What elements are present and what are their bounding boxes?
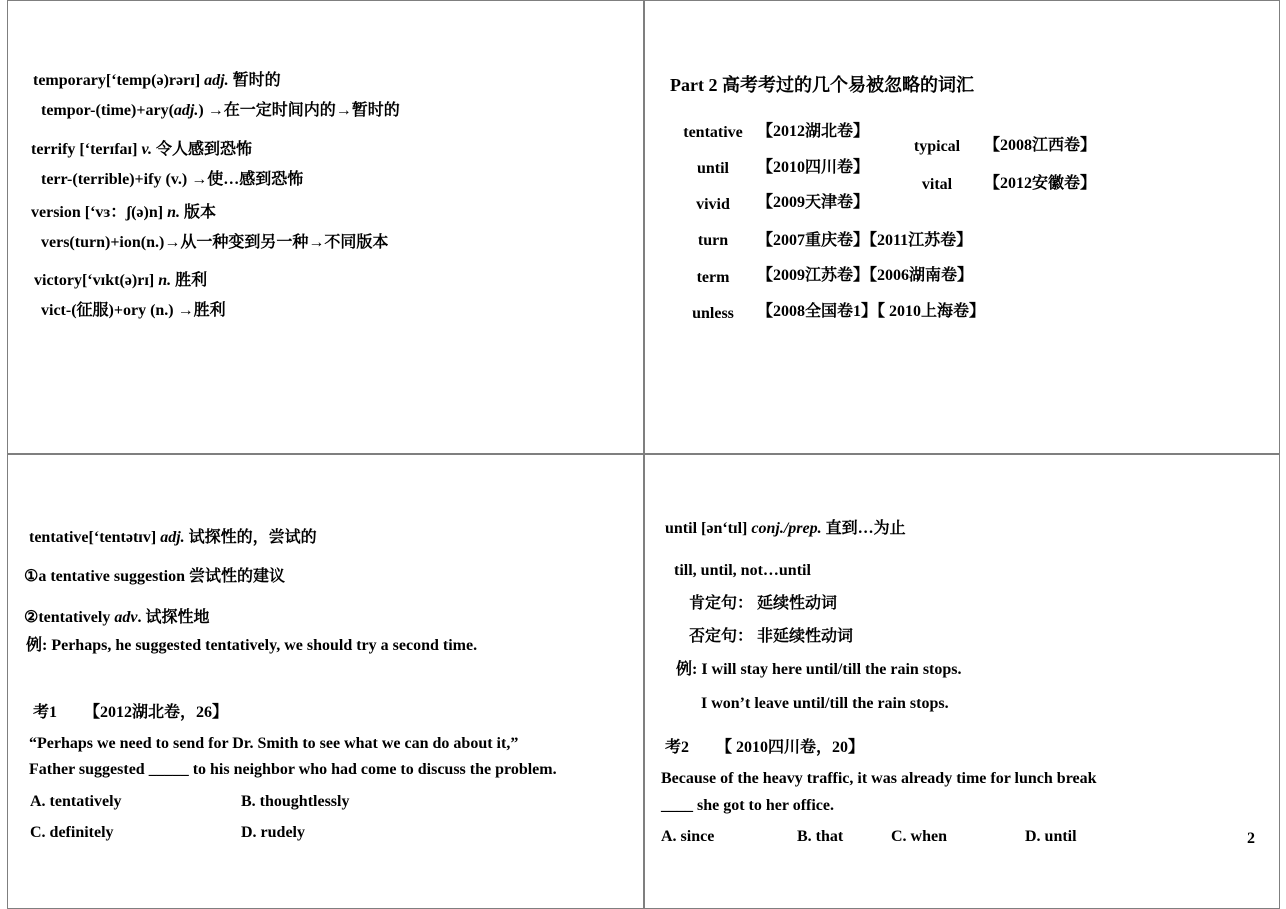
ref-unless: 【2008全国卷1】【 2010上海卷】 xyxy=(757,303,986,320)
word-vivid: vivid xyxy=(696,196,730,213)
ref-turn: 【2007重庆卷】【2011江苏卷】 xyxy=(757,232,973,249)
option-c: C. definitely xyxy=(30,824,114,841)
example-sentence: 例: Perhaps, he suggested tentatively, we should try a second time. xyxy=(26,637,478,654)
question-text-line2: Father suggested _____ to his neighbor who had come to discuss the problem. xyxy=(29,761,557,778)
word-until: until xyxy=(696,160,729,177)
collocation-item: ①a tentative suggestion 尝试性的建议 xyxy=(24,568,286,585)
option-d: D. until xyxy=(1025,828,1077,845)
entry-version: version [‘vɜ：ʃ(ə)n] n. 版本 xyxy=(31,204,217,221)
word-turn: turn xyxy=(697,232,729,249)
part-of-speech: adj. xyxy=(204,72,229,89)
word-unless: unless xyxy=(692,305,734,322)
entry-until: until [ən‘tɪl] conj./prep. 直到…为止 xyxy=(665,520,906,537)
affirmative-rule: 肯定句： 延续性动词 xyxy=(689,595,838,612)
option-c: C. when xyxy=(891,828,948,845)
question-source: 【 2010四川卷，20】 xyxy=(716,739,865,756)
entry-victory: victory[‘vɪkt(ə)rɪ] n. 胜利 xyxy=(34,272,208,289)
ref-term: 【2009江苏卷】【2006湖南卷】 xyxy=(757,267,974,284)
question-label: 考1 xyxy=(33,704,58,721)
question-label: 考2 xyxy=(665,739,690,756)
example-sentence-2: I won’t leave until/till the rain stops. xyxy=(701,695,949,712)
entry-temporary xyxy=(33,71,281,91)
headword: temporary[‘temp(ə)rərɪ] xyxy=(33,72,205,89)
option-b: B. thoughtlessly xyxy=(241,793,350,810)
ref-tentative: 【2012湖北卷】 xyxy=(757,123,870,140)
option-a: A. since xyxy=(661,828,715,845)
ref-until: 【2010四川卷】 xyxy=(757,159,870,176)
question-text-line2: ____ she got to her office. xyxy=(661,797,834,814)
etymology-version: vers(turn)+ion(n.)→从一种变到另一种→不同版本 xyxy=(41,234,389,251)
word-typical: typical xyxy=(913,138,961,155)
question-text-line1: “Perhaps we need to send for Dr. Smith to see what we can do about it,” xyxy=(29,735,519,752)
meaning: 暂时的 xyxy=(228,72,281,89)
slide-panel-part2 xyxy=(643,0,1280,455)
etymology-victory: vict-(征服)+ory (n.) →胜利 xyxy=(41,302,226,319)
part2-title: Part 2 高考考过的几个易被忽略的词汇 xyxy=(670,75,974,95)
page-number: 2 xyxy=(1247,830,1255,847)
usage-line: till, until, not…until xyxy=(674,562,811,579)
derivative-item: ②tentatively adv. 试探性地 xyxy=(24,609,210,626)
option-d: D. rudely xyxy=(241,824,305,841)
ref-typical: 【2008江西卷】 xyxy=(984,137,1097,154)
ref-vital: 【2012安徽卷】 xyxy=(984,175,1097,192)
option-a: A. tentatively xyxy=(30,793,122,810)
option-b: B. that xyxy=(797,828,844,845)
example-sentence-1: 例: I will stay here until/till the rain stops. xyxy=(676,661,962,678)
question-source: 【2012湖北卷，26】 xyxy=(84,704,229,721)
word-term: term xyxy=(696,269,730,286)
entry-tentative: tentative[‘tentətɪv] adj. 试探性的，尝试的 xyxy=(29,529,317,546)
entry-terrify: terrify [‘terɪfaɪ] v. 令人感到恐怖 xyxy=(31,141,252,158)
word-tentative: tentative xyxy=(683,124,743,141)
question-text-line1: Because of the heavy traffic, it was already time for lunch break xyxy=(661,770,1097,787)
slide-panel-vocabulary xyxy=(7,0,645,455)
negative-rule: 否定句： 非延续性动词 xyxy=(689,628,854,645)
word-vital: vital xyxy=(921,176,953,193)
ref-vivid: 【2009天津卷】 xyxy=(757,194,870,211)
etymology-temporary: tempor-(time)+ary(adj.) →在一定时间内的→暂时的 xyxy=(41,102,400,119)
etymology-terrify: terr-(terrible)+ify (v.) →使…感到恐怖 xyxy=(41,171,304,188)
